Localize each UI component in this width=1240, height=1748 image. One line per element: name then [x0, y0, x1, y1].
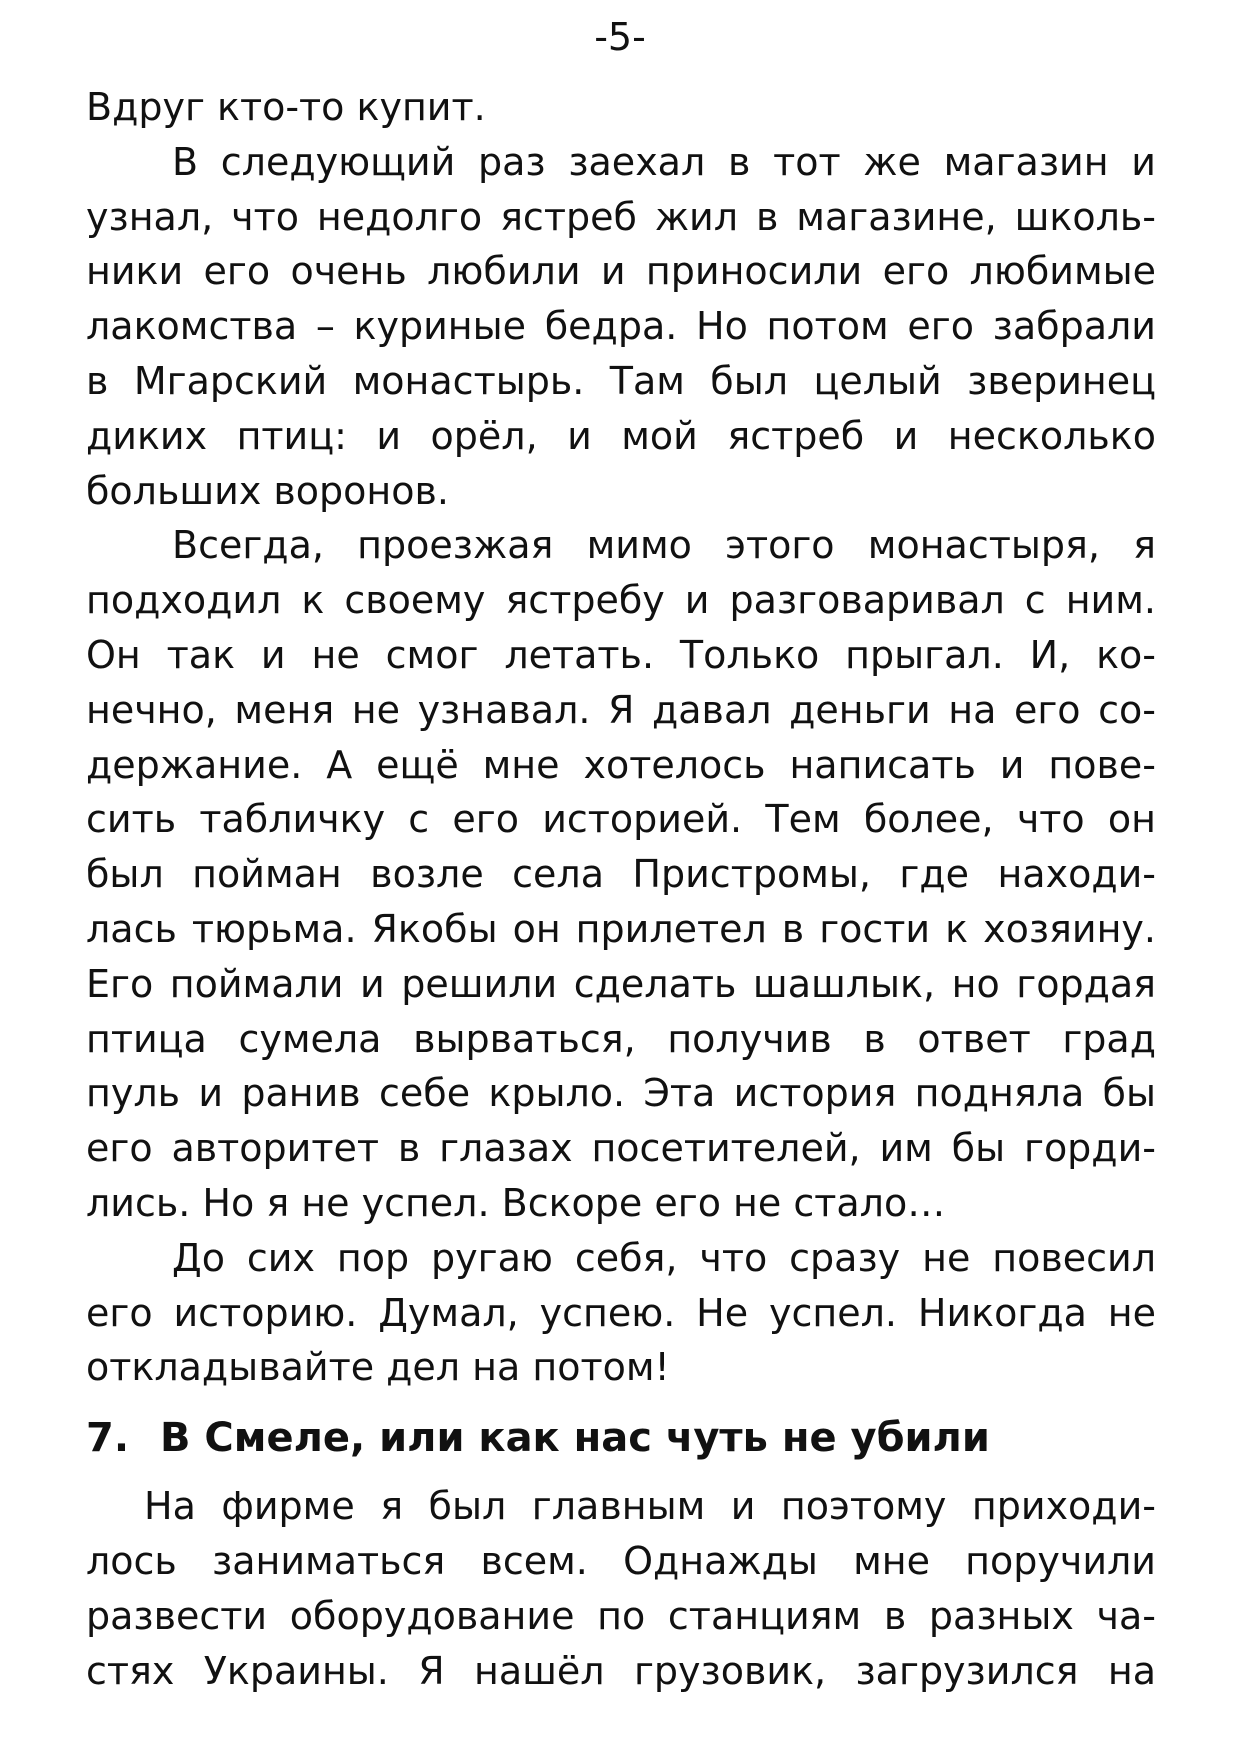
page-body — [86, 80, 1156, 1698]
text-line: лись. Но я не успел. Вскоре его не стало… — [86, 1180, 946, 1225]
section-number: 7. — [86, 1415, 130, 1462]
text-line: ники его очень любили и приносили его любимые — [86, 249, 1156, 294]
text-line: был пойман возле села Пристромы, где находи- — [86, 852, 1156, 897]
text-line: нечно, меня не узнавал. Я давал деньги на его со- — [86, 687, 1156, 732]
section-heading — [86, 1401, 1156, 1475]
text-line: больших воронов. — [86, 468, 449, 513]
text-line: стях Украины. Я нашёл грузовик, загрузился на — [86, 1648, 1156, 1693]
text-line: лась тюрьма. Якобы он прилетел в гости к хозяину. — [86, 906, 1156, 951]
paragraph-hawk-story — [86, 518, 1156, 1230]
text-line: пуль и ранив себе крыло. Эта история подняла бы — [86, 1071, 1156, 1116]
text-line: подходил к своему ястребу и разговаривал с ним. — [86, 578, 1156, 623]
text-line: его историю. Думал, успею. Не успел. Никогда не — [86, 1290, 1156, 1335]
paragraph-section-start — [86, 1479, 1156, 1698]
text-line: Вдруг кто-то купит. — [86, 85, 486, 129]
text-line: До сих пор ругаю себя, что сразу не повесил — [172, 1235, 1156, 1280]
text-line: сить табличку с его историей. Тем более, что он — [86, 797, 1156, 842]
text-line: Он так и не смог летать. Только прыгал. И, ко- — [86, 632, 1156, 677]
text-line: узнал, что недолго ястреб жил в магазине, школь- — [86, 194, 1156, 239]
paragraph-continuation — [86, 80, 1156, 135]
text-line: В следующий раз заехал в тот же магазин и — [172, 139, 1156, 184]
text-line: Его поймали и решили сделать шашлык, но гордая — [86, 961, 1156, 1006]
paragraph-regret — [86, 1231, 1156, 1395]
text-line: лось заниматься всем. Однажды мне поручили — [86, 1538, 1156, 1583]
text-line: птица сумела вырваться, получив в ответ град — [86, 1016, 1156, 1061]
text-line: лакомства – куриные бедра. Но потом его забрали — [86, 304, 1156, 349]
text-line: развести оборудование по станциям в разных ча- — [86, 1593, 1156, 1638]
text-line: откладывайте дел на потом! — [86, 1345, 670, 1390]
text-line: держание. А ещё мне хотелось написать и пове- — [86, 742, 1156, 787]
text-line: его авторитет в глазах посетителей, им бы горди- — [86, 1126, 1156, 1171]
text-line: На фирме я был главным и поэтому приходи- — [144, 1484, 1156, 1529]
paragraph-hawk-in-monastery — [86, 135, 1156, 519]
text-line: в Мгарский монастырь. Там был целый зверинец — [86, 358, 1156, 403]
text-line: диких птиц: и орёл, и мой ястреб и несколько — [86, 413, 1156, 458]
text-line: Всегда, проезжая мимо этого монастыря, я — [172, 523, 1156, 568]
section-title: В Смеле, или как нас чуть не убили — [160, 1415, 990, 1462]
page-number: -5- — [594, 15, 646, 59]
